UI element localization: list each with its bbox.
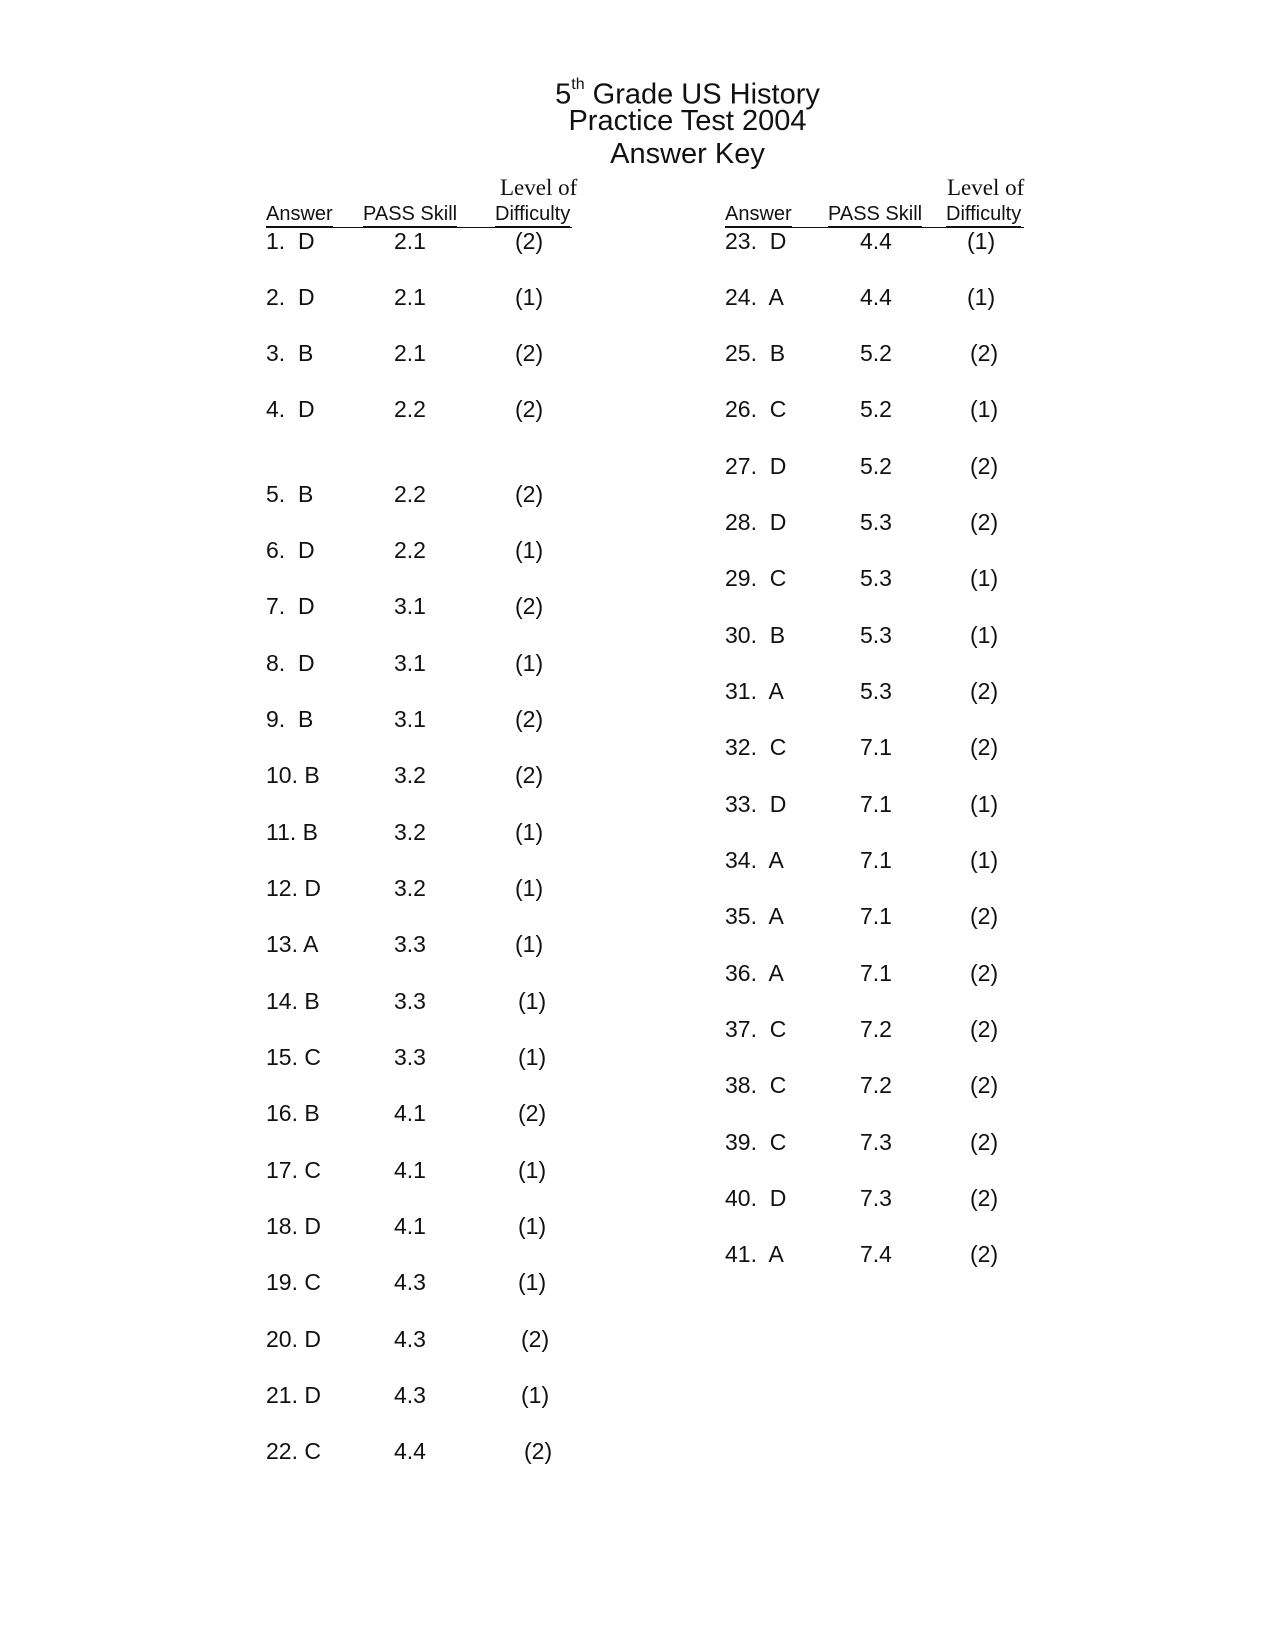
level-cell: (2) — [970, 1129, 999, 1155]
level-cell: (1) — [515, 931, 544, 957]
left-header-pass-skill: PASS Skill — [363, 203, 458, 225]
level-cell: (2) — [515, 593, 544, 619]
level-cell: (2) — [515, 228, 544, 254]
answer-cell: 41. A — [725, 1241, 784, 1267]
level-cell: (1) — [518, 988, 547, 1014]
skill-cell: 2.2 — [394, 396, 426, 422]
level-cell: (2) — [518, 1100, 547, 1126]
answer-cell: 13. A — [266, 931, 319, 957]
skill-cell: 7.1 — [860, 847, 892, 873]
level-cell: (1) — [518, 1157, 547, 1183]
skill-cell: 7.1 — [860, 903, 892, 929]
answer-cell: 16. B — [266, 1100, 320, 1126]
left-header-answer: Answer — [266, 203, 333, 225]
level-cell: (1) — [518, 1044, 547, 1070]
level-cell: (2) — [970, 340, 999, 366]
skill-cell: 7.1 — [860, 734, 892, 760]
right-header-pass-skill: PASS Skill — [828, 203, 923, 225]
answer-cell: 23. D — [725, 228, 787, 254]
skill-cell: 3.1 — [394, 706, 426, 732]
level-cell: (1) — [970, 622, 999, 648]
skill-cell: 4.3 — [394, 1269, 426, 1295]
level-cell: (2) — [970, 734, 999, 760]
skill-cell: 4.4 — [394, 1438, 426, 1464]
title-subject: Grade US History — [584, 78, 820, 111]
level-cell: (1) — [515, 284, 544, 310]
level-cell: (2) — [515, 340, 544, 366]
answer-cell: 10. B — [266, 762, 320, 788]
skill-cell: 2.2 — [394, 537, 426, 563]
skill-cell: 4.3 — [394, 1326, 426, 1352]
level-cell: (2) — [515, 481, 544, 507]
answer-cell: 28. D — [725, 509, 787, 535]
answer-cell: 4. D — [266, 396, 315, 422]
answer-cell: 25. B — [725, 340, 786, 366]
level-cell: (2) — [515, 706, 544, 732]
answer-cell: 9. B — [266, 706, 314, 732]
skill-cell: 5.3 — [860, 622, 892, 648]
answer-cell: 38. C — [725, 1072, 787, 1098]
skill-cell: 3.2 — [394, 819, 426, 845]
level-cell: (2) — [970, 903, 999, 929]
answer-cell: 36. A — [725, 960, 784, 986]
level-cell: (1) — [967, 284, 996, 310]
skill-cell: 7.3 — [860, 1185, 892, 1211]
skill-cell: 7.2 — [860, 1072, 892, 1098]
level-cell: (1) — [515, 650, 544, 676]
level-cell: (2) — [521, 1326, 550, 1352]
level-cell: (1) — [515, 819, 544, 845]
skill-cell: 5.2 — [860, 453, 892, 479]
answer-cell: 35. A — [725, 903, 784, 929]
skill-cell: 5.3 — [860, 565, 892, 591]
level-cell: (2) — [515, 762, 544, 788]
answer-cell: 15. C — [266, 1044, 321, 1070]
answer-cell: 26. C — [725, 396, 787, 422]
answer-cell: 32. C — [725, 734, 787, 760]
title-grade-number: 5 — [555, 78, 572, 111]
answer-cell: 6. D — [266, 537, 315, 563]
level-cell: (1) — [970, 396, 999, 422]
skill-cell: 2.1 — [394, 228, 426, 254]
page-title-line-3: Answer Key — [610, 138, 765, 170]
level-cell: (2) — [970, 960, 999, 986]
skill-cell: 4.4 — [860, 284, 892, 310]
level-cell: (2) — [970, 1072, 999, 1098]
skill-cell: 2.1 — [394, 284, 426, 310]
skill-cell: 4.1 — [394, 1100, 426, 1126]
answer-cell: 5. B — [266, 481, 314, 507]
level-cell: (1) — [515, 875, 544, 901]
answer-cell: 27. D — [725, 453, 787, 479]
skill-cell: 4.1 — [394, 1213, 426, 1239]
level-cell: (1) — [970, 791, 999, 817]
answer-cell: 24. A — [725, 284, 784, 310]
skill-cell: 3.3 — [394, 931, 426, 957]
level-cell: (1) — [515, 537, 544, 563]
answer-cell: 29. C — [725, 565, 787, 591]
answer-cell: 12. D — [266, 875, 321, 901]
answer-cell: 40. D — [725, 1185, 787, 1211]
answer-cell: 1. D — [266, 228, 315, 254]
skill-cell: 4.3 — [394, 1382, 426, 1408]
skill-cell: 7.3 — [860, 1129, 892, 1155]
skill-cell: 3.2 — [394, 875, 426, 901]
answer-cell: 39. C — [725, 1129, 787, 1155]
skill-cell: 5.3 — [860, 678, 892, 704]
level-cell: (1) — [518, 1269, 547, 1295]
skill-cell: 5.2 — [860, 340, 892, 366]
answer-cell: 18. D — [266, 1213, 321, 1239]
left-header-level-of: Level of — [500, 175, 578, 200]
answer-cell: 37. C — [725, 1016, 787, 1042]
level-cell: (1) — [970, 847, 999, 873]
answer-cell: 3. B — [266, 340, 314, 366]
skill-cell: 2.2 — [394, 481, 426, 507]
right-header-level-of: Level of — [947, 175, 1025, 200]
skill-cell: 3.3 — [394, 1044, 426, 1070]
skill-cell: 7.1 — [860, 960, 892, 986]
skill-cell: 7.4 — [860, 1241, 892, 1267]
level-cell: (2) — [970, 1241, 999, 1267]
level-cell: (2) — [515, 396, 544, 422]
skill-cell: 5.3 — [860, 509, 892, 535]
left-header-difficulty: Difficulty — [495, 203, 571, 225]
skill-cell: 3.3 — [394, 988, 426, 1014]
answer-cell: 2. D — [266, 284, 315, 310]
level-cell: (1) — [521, 1382, 550, 1408]
answer-cell: 30. B — [725, 622, 786, 648]
answer-cell: 19. C — [266, 1269, 321, 1295]
answer-cell: 21. D — [266, 1382, 321, 1408]
skill-cell: 4.1 — [394, 1157, 426, 1183]
skill-cell: 7.2 — [860, 1016, 892, 1042]
answer-cell: 20. D — [266, 1326, 321, 1352]
level-cell: (1) — [970, 565, 999, 591]
page-title-line-2: Practice Test 2004 — [568, 105, 807, 137]
skill-cell: 4.4 — [860, 228, 892, 254]
answer-cell: 7. D — [266, 593, 315, 619]
skill-cell: 3.2 — [394, 762, 426, 788]
answer-cell: 33. D — [725, 791, 787, 817]
level-cell: (1) — [967, 228, 996, 254]
answer-cell: 8. D — [266, 650, 315, 676]
right-header-difficulty: Difficulty — [946, 203, 1022, 225]
level-cell: (2) — [970, 1185, 999, 1211]
answer-cell: 31. A — [725, 678, 784, 704]
answer-cell: 11. B — [266, 819, 318, 845]
skill-cell: 3.1 — [394, 650, 426, 676]
skill-cell: 5.2 — [860, 396, 892, 422]
level-cell: (2) — [524, 1438, 553, 1464]
answer-cell: 14. B — [266, 988, 320, 1014]
right-header-answer: Answer — [725, 203, 792, 225]
answer-cell: 22. C — [266, 1438, 321, 1464]
level-cell: (2) — [970, 678, 999, 704]
answer-cell: 34. A — [725, 847, 784, 873]
level-cell: (2) — [970, 509, 999, 535]
skill-cell: 7.1 — [860, 791, 892, 817]
skill-cell: 2.1 — [394, 340, 426, 366]
level-cell: (1) — [518, 1213, 547, 1239]
level-cell: (2) — [970, 1016, 999, 1042]
level-cell: (2) — [970, 453, 999, 479]
title-grade-suffix: th — [571, 76, 585, 93]
skill-cell: 3.1 — [394, 593, 426, 619]
answer-cell: 17. C — [266, 1157, 321, 1183]
